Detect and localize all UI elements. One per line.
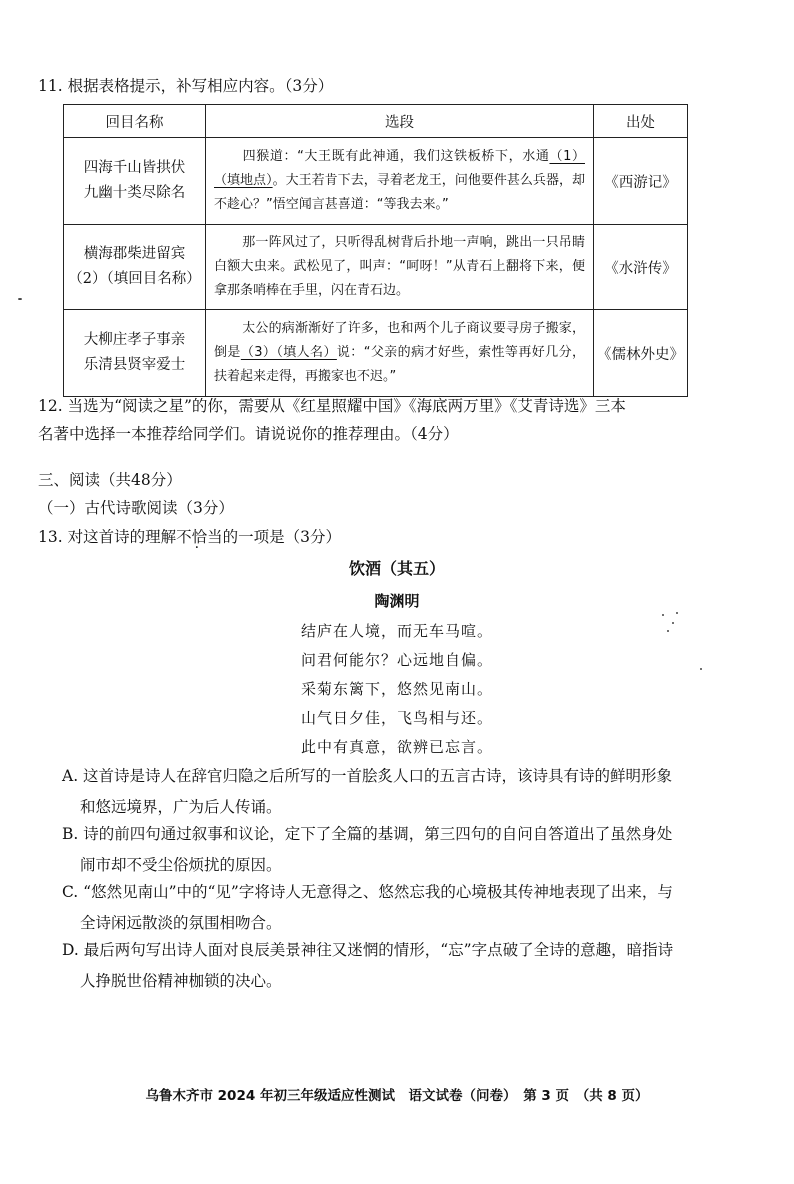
table-row bbox=[64, 138, 688, 225]
source-cell: 《水浒传》 bbox=[594, 225, 688, 310]
question-11-stem: 11. 根据表格提示，补写相应内容。（3分） bbox=[38, 77, 334, 95]
excerpt-cell bbox=[206, 310, 594, 397]
scan-speck bbox=[18, 298, 22, 300]
option-a: A. 这首诗是诗人在辞官归隐之后所写的一首脍炙人口的五言古诗，该诗具有诗的鲜明形象和悠远境界，广为后人传诵。 bbox=[62, 767, 673, 816]
section-heading: 三、阅读（共48分） bbox=[38, 471, 182, 489]
question-13-text: 的一项是（3分） bbox=[222, 528, 341, 546]
header-source: 出处 bbox=[594, 105, 688, 138]
scan-speck bbox=[676, 612, 678, 614]
excerpt-cell bbox=[206, 138, 594, 225]
poem-line: 山气日夕佳，飞鸟相与还。 bbox=[300, 709, 493, 727]
table-row bbox=[64, 310, 688, 397]
chapter-name-line: 大柳庄孝子事亲 bbox=[83, 332, 186, 348]
fill-blank-3: （3）（填人名） bbox=[240, 345, 337, 360]
scan-speck bbox=[672, 622, 674, 624]
fill-blank-1: （1）（填地点） bbox=[214, 149, 585, 188]
emphasis-text: 不恰当 bbox=[176, 528, 223, 546]
option-c: C. “悠然见南山”中的“见”字将诗人无意得之、悠然忘我的心境极其传神地表现了出来，与全诗闲远散淡的氛围相吻合。 bbox=[62, 883, 673, 932]
chapter-name-cell bbox=[64, 138, 206, 225]
excerpt-text: 说：“父亲的病才好些，索性等再好几分，扶着起来走得，再搬家也不迟。” bbox=[214, 345, 585, 384]
table-header-row bbox=[64, 105, 688, 138]
question-12-line-2: 名著中选择一本推荐给同学们。请说说你的推荐理由。（4分） bbox=[38, 425, 459, 443]
excerpt-text: 。大王若肯下去，寻着老龙王，问他要件甚么兵器，却不趁心？”悟空闻言甚喜道：“等我去来。” bbox=[214, 173, 585, 212]
scan-speck bbox=[662, 614, 664, 616]
chapter-name-line: 乐清县贤宰爱士 bbox=[83, 357, 186, 373]
chapter-name-cell bbox=[64, 225, 206, 310]
poem-author: 陶渊明 bbox=[374, 592, 420, 610]
excerpt-cell bbox=[206, 225, 594, 310]
scan-speck bbox=[667, 630, 669, 632]
scan-speck bbox=[700, 668, 702, 670]
poem-line: 问君何能尔？心远地自偏。 bbox=[300, 651, 493, 669]
question-13-text: 13. 对这首诗的理解 bbox=[38, 528, 177, 546]
option-b: B. 诗的前四句通过叙事和议论，定下了全篇的基调，第三四句的自问自答道出了虽然身处闹市却不受尘俗烦扰的原因。 bbox=[62, 825, 673, 874]
excerpt-text: 四猴道：“大王既有此神通，我们这铁板桥下，水通 bbox=[242, 149, 550, 164]
poem-line: 结庐在人境，而无车马喧。 bbox=[300, 622, 493, 640]
question-13-stem bbox=[38, 527, 341, 547]
poem-line: 此中有真意，欲辨已忘言。 bbox=[300, 738, 493, 756]
chapter-name-line: 九幽十类尽除名 bbox=[83, 185, 186, 201]
fill-blank-2: （2）（填回目名称） bbox=[68, 271, 201, 287]
source-cell: 《儒林外史》 bbox=[594, 310, 688, 397]
excerpt-text: 那一阵风过了，只听得乱树背后扑地一声响，跳出一只吊睛白额大虫来。武松见了，叫声：“呵呀！”从青石上翻将下来，便拿那条哨棒在手里，闪在青石边。 bbox=[214, 235, 585, 298]
excerpt-text: 太公的病渐渐好了许多，也和两个儿子商议要寻房子搬家，倒是 bbox=[214, 321, 585, 360]
chapter-name-line: 四海千山皆拱伏 bbox=[83, 160, 186, 176]
table-row bbox=[64, 225, 688, 310]
header-excerpt: 选段 bbox=[206, 105, 594, 138]
option-d: D. 最后两句写出诗人面对良辰美景神往又迷惘的情形，“忘”字点破了全诗的意趣，暗指诗人挣脱世俗精神枷锁的决心。 bbox=[62, 941, 674, 990]
question-12-line-1: 12. 当选为“阅读之星”的你，需要从《红星照耀中国》《海底两万里》《艾青诗选》三本 bbox=[38, 397, 626, 415]
page-footer: 乌鲁木齐市 2024 年初三年级适应性测试 语文试卷（问卷） 第 3 页 （共 8 页） bbox=[145, 1088, 649, 1104]
subsection-heading: （一）古代诗歌阅读（3分） bbox=[38, 499, 234, 517]
source-cell: 《西游记》 bbox=[594, 138, 688, 225]
chapter-name-line: 横海郡柴进留宾 bbox=[83, 246, 186, 262]
poem-line: 采菊东篱下，悠然见南山。 bbox=[300, 680, 493, 698]
question-11-table bbox=[63, 104, 688, 397]
chapter-name-cell bbox=[64, 310, 206, 397]
header-chapter-name: 回目名称 bbox=[64, 105, 206, 138]
poem-title: 饮酒（其五） bbox=[348, 559, 445, 578]
